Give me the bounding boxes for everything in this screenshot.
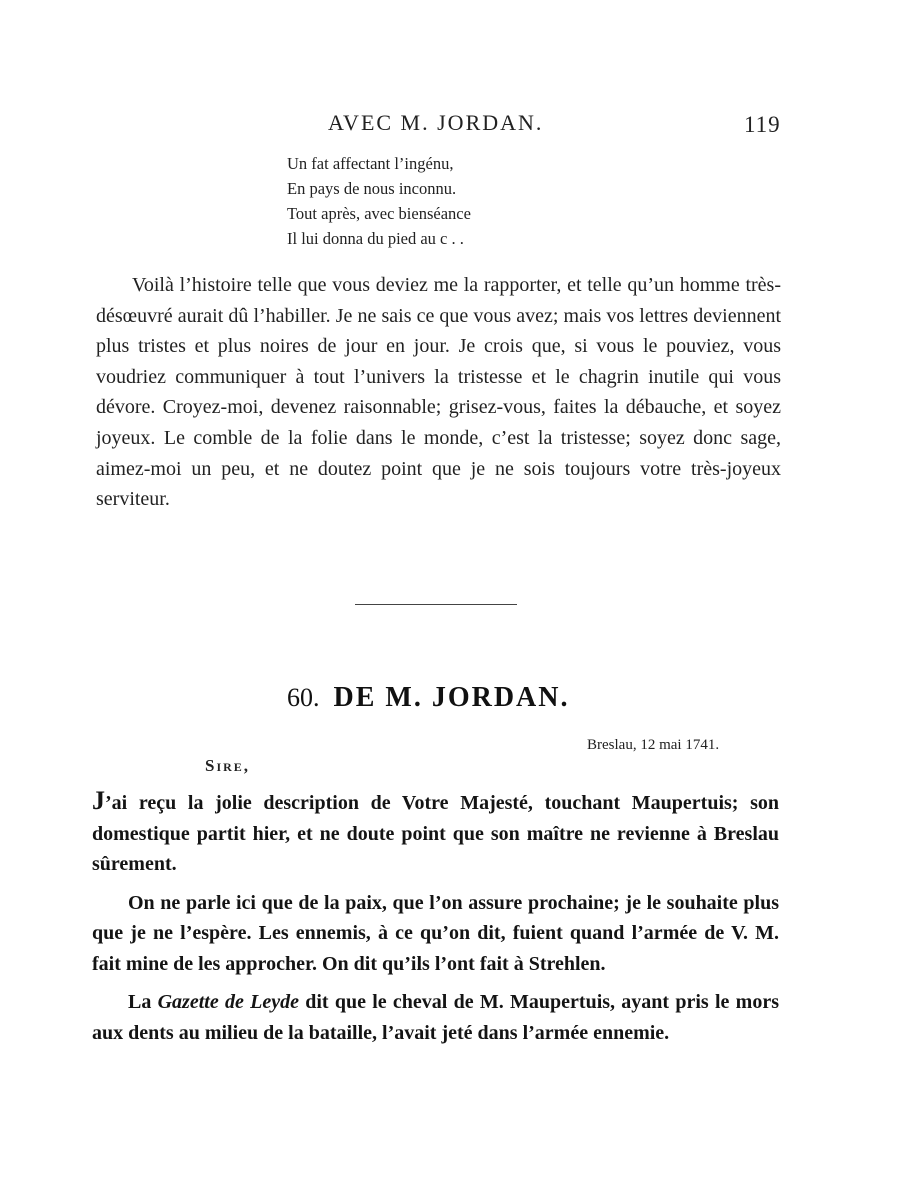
verse-block bbox=[287, 151, 471, 251]
dateline: Breslau, 12 mai 1741. bbox=[587, 737, 720, 753]
section-title: DE M. JORDAN. bbox=[333, 682, 570, 713]
letter-paragraph-text: dit que le cheval de M. Maupertuis, ayant pris le mors aux dents au milieu de la bataille, l’avait jeté dans l’armée ennemie. bbox=[92, 991, 779, 1044]
body-paragraph: Voilà l’histoire telle que vous deviez me la rapporter, et telle qu’un homme très-désœuvré aurait dû l’habiller. Je ne sais ce que vous avez; mais vos lettres deviennent plus tristes et plus noires de jour en jour. Je crois que, si vous le pouviez, vous voudriez communiquer à tout l’univers la tristesse et le chagrin inutile qui vous dévore. Croyez-moi, devenez raisonnable; grisez-vous, faites la débauche, et soyez joyeux. Le comble de la folie dans le monde, c’est la tristesse; soyez donc sage, aimez-moi un peu, et ne doutez point que je ne sois toujours votre très-joyeux serviteur. bbox=[96, 274, 781, 511]
verse-line: Tout après, avec bienséance bbox=[287, 204, 471, 223]
page-number: 119 bbox=[744, 112, 781, 137]
letter-paragraph bbox=[92, 987, 779, 1048]
verse-line: Il lui donna du pied au c . . bbox=[287, 229, 464, 248]
section-number: 60. bbox=[287, 683, 320, 712]
running-head: AVEC M. JORDAN. bbox=[328, 110, 544, 135]
letter-paragraph-text: ’ai reçu la jolie description de Votre Majesté, touchant Maupertuis; son domestique partit hier, et ne doute point que son maître ne revienne à Breslau sûrement. bbox=[92, 792, 779, 875]
verse-line: En pays de nous inconnu. bbox=[287, 179, 457, 198]
letter-paragraph-text: La bbox=[128, 991, 158, 1013]
letter-body bbox=[92, 786, 779, 1056]
section-divider bbox=[355, 604, 517, 605]
salutation: Sire, bbox=[205, 756, 251, 775]
section-heading bbox=[287, 682, 570, 714]
newspaper-title: Gazette de Leyde bbox=[157, 991, 299, 1013]
letter-paragraph bbox=[92, 786, 779, 880]
letter-paragraph: On ne parle ici que de la paix, que l’on assure prochaine; je le souhaite plus que je ne l’espère. Les ennemis, à ce qu’on dit, fuient quand l’armée de V. M. fait mine de les approcher. On dit qu’ils l’ont fait à Strehlen. bbox=[92, 891, 779, 975]
initial-letter: J bbox=[92, 786, 105, 815]
verse-line: Un fat affectant l’ingénu, bbox=[287, 154, 454, 173]
